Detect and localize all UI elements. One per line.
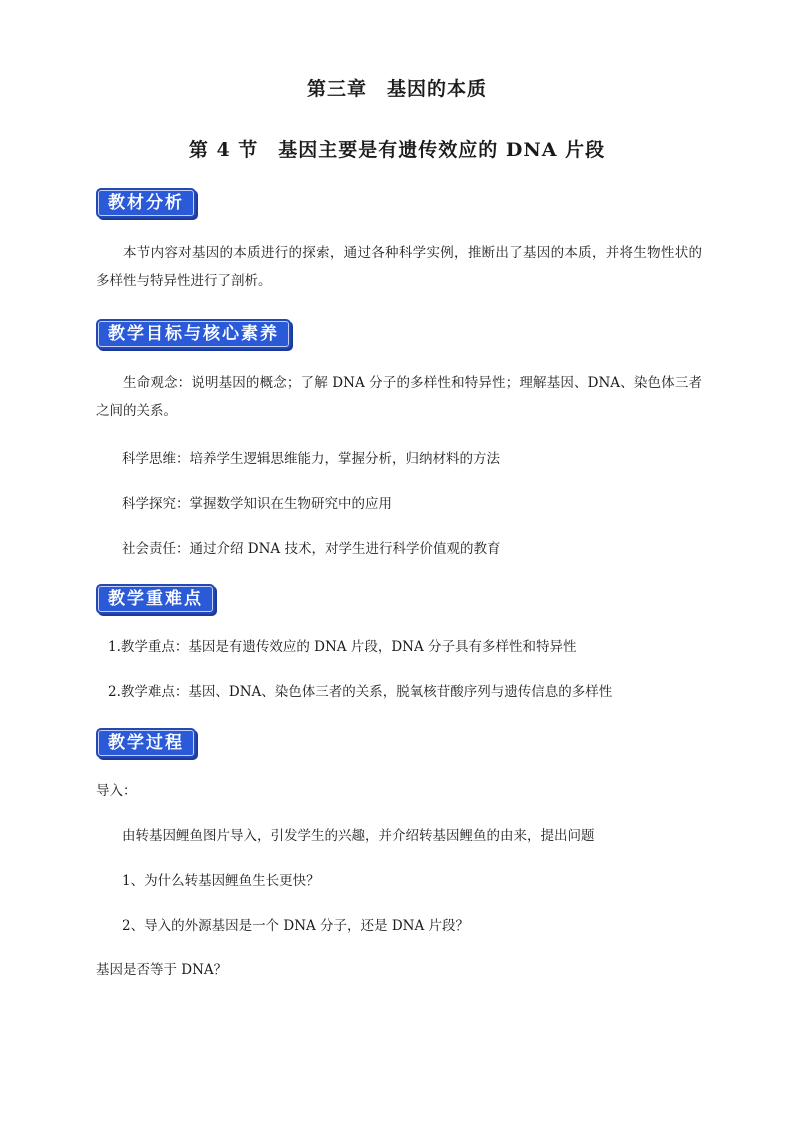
analysis-paragraph: 本节内容对基因的本质进行的探索，通过各种科学实例，推断出了基因的本质，并将生物性状的多样性与特异性进行了剖析。: [96, 245, 702, 289]
objective-social-responsibility: 社会责任：通过介绍 DNA 技术，对学生进行科学价值观的教育: [122, 541, 501, 557]
objective-scientific-inquiry: 科学探究：掌握数学知识在生物研究中的应用: [122, 496, 392, 512]
intro-label: 导入：: [96, 783, 137, 799]
badge-key-points: 教学重难点: [96, 584, 215, 614]
badge-material-analysis: 教材分析: [96, 188, 196, 218]
question-2: 2、导入的外源基因是一个 DNA 分子，还是 DNA 片段？: [122, 918, 470, 934]
question-1: 1、为什么转基因鲤鱼生长更快？: [122, 873, 320, 889]
key-point-difficulty: 2.教学难点：基因、DNA、染色体三者的关系，脱氧核苷酸序列与遗传信息的多样性: [108, 684, 613, 700]
chapter-title: 第三章 基因的本质: [306, 78, 487, 100]
badge-objectives: 教学目标与核心素养: [96, 319, 291, 349]
badge-process: 教学过程: [96, 728, 196, 758]
intro-text: 由转基因鲤鱼图片导入，引发学生的兴趣，并介绍转基因鲤鱼的由来，提出问题: [122, 828, 595, 844]
key-point-focus: 1.教学重点：基因是有遗传效应的 DNA 片段，DNA 分子具有多样性和特异性: [108, 639, 577, 655]
section-title: 第 4 节 基因主要是有遗传效应的 DNA 片段: [188, 139, 606, 161]
objective-life-concept: 生命观念：说明基因的概念；了解 DNA 分子的多样性和特异性；理解基因、DNA、染色体三者之间的关系。: [96, 375, 702, 419]
question-3: 基因是否等于 DNA？: [96, 962, 228, 978]
objective-scientific-thinking: 科学思维：培养学生逻辑思维能力，掌握分析，归纳材料的方法: [122, 451, 500, 467]
